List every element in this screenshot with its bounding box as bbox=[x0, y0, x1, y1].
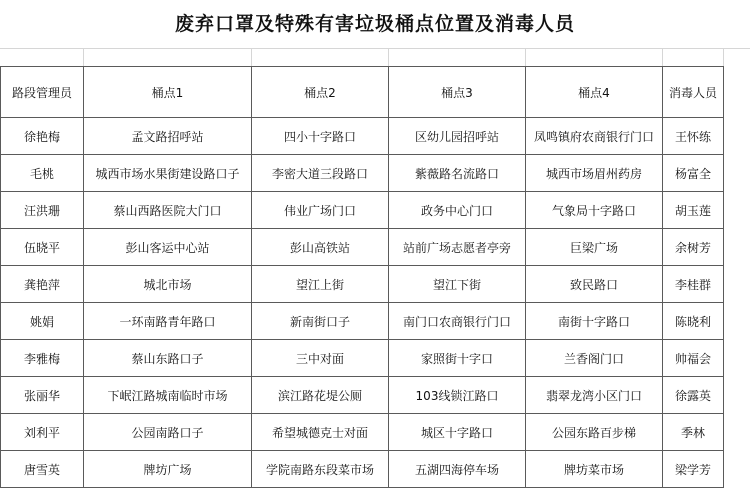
bin-point-2-header[interactable]: 桶点2 bbox=[252, 67, 389, 118]
empty-cell[interactable] bbox=[724, 67, 750, 118]
empty-cell[interactable] bbox=[724, 340, 750, 377]
bin-point-1-cell[interactable]: 孟文路招呼站 bbox=[84, 118, 252, 155]
bin-point-4-cell[interactable]: 南街十字路口 bbox=[526, 303, 663, 340]
header-row bbox=[1, 67, 750, 118]
blank-cell[interactable] bbox=[525, 48, 662, 66]
bin-point-1-cell[interactable]: 城西市场水果街建设路口子 bbox=[84, 155, 252, 192]
disinfection-staff-cell[interactable]: 陈晓利 bbox=[663, 303, 724, 340]
bin-point-2-cell[interactable]: 李密大道三段路口 bbox=[252, 155, 389, 192]
empty-cell[interactable] bbox=[724, 266, 750, 303]
bin-point-1-cell[interactable]: 蔡山东路口子 bbox=[84, 340, 252, 377]
blank-cell[interactable] bbox=[388, 48, 525, 66]
bin-point-1-cell[interactable]: 下岷江路城南临时市场 bbox=[84, 377, 252, 414]
bin-point-4-cell[interactable]: 翡翠龙湾小区门口 bbox=[526, 377, 663, 414]
bin-point-1-cell[interactable]: 城北市场 bbox=[84, 266, 252, 303]
disinfection-staff-cell[interactable]: 杨富全 bbox=[663, 155, 724, 192]
bin-point-4-cell[interactable]: 公园东路百步梯 bbox=[526, 414, 663, 451]
bin-point-2-cell[interactable]: 伟业广场门口 bbox=[252, 192, 389, 229]
bin-point-2-cell[interactable]: 滨江路花堤公厕 bbox=[252, 377, 389, 414]
road-manager-header[interactable]: 路段管理员 bbox=[1, 67, 84, 118]
bin-point-3-cell[interactable]: 政务中心门口 bbox=[389, 192, 526, 229]
bin-point-1-cell[interactable]: 公园南路口子 bbox=[84, 414, 252, 451]
empty-cell[interactable] bbox=[724, 155, 750, 192]
table-row bbox=[1, 229, 750, 266]
road-manager-cell[interactable]: 姚娟 bbox=[1, 303, 84, 340]
blank-cell[interactable] bbox=[0, 48, 83, 66]
table-row bbox=[1, 451, 750, 488]
bin-point-4-cell[interactable]: 凤鸣镇府农商银行门口 bbox=[526, 118, 663, 155]
bin-point-4-cell[interactable]: 兰香阁门口 bbox=[526, 340, 663, 377]
empty-cell[interactable] bbox=[724, 377, 750, 414]
bin-point-2-cell[interactable]: 学院南路东段菜市场 bbox=[252, 451, 389, 488]
bin-point-3-header[interactable]: 桶点3 bbox=[389, 67, 526, 118]
bin-point-2-cell[interactable]: 四小十字路口 bbox=[252, 118, 389, 155]
empty-cell[interactable] bbox=[724, 229, 750, 266]
disinfection-staff-cell[interactable]: 帅福会 bbox=[663, 340, 724, 377]
table-row bbox=[1, 414, 750, 451]
blank-cell[interactable] bbox=[723, 48, 750, 66]
table-row bbox=[1, 266, 750, 303]
sheet-title: 废弃口罩及特殊有害垃圾桶点位置及消毒人员 bbox=[0, 0, 750, 48]
bin-point-3-cell[interactable]: 望江下街 bbox=[389, 266, 526, 303]
disinfection-staff-cell[interactable]: 余树芳 bbox=[663, 229, 724, 266]
road-manager-cell[interactable]: 徐艳梅 bbox=[1, 118, 84, 155]
bin-point-1-cell[interactable]: 彭山客运中心站 bbox=[84, 229, 252, 266]
bin-point-3-cell[interactable]: 家照街十字口 bbox=[389, 340, 526, 377]
bin-point-4-cell[interactable]: 城西市场眉州药房 bbox=[526, 155, 663, 192]
bin-point-3-cell[interactable]: 站前广场志愿者亭旁 bbox=[389, 229, 526, 266]
table-row bbox=[1, 377, 750, 414]
bin-point-3-cell[interactable]: 紫薇路名流路口 bbox=[389, 155, 526, 192]
bin-point-3-cell[interactable]: 南门口农商银行门口 bbox=[389, 303, 526, 340]
blank-cell[interactable] bbox=[83, 48, 251, 66]
road-manager-cell[interactable]: 伍晓平 bbox=[1, 229, 84, 266]
disinfection-staff-cell[interactable]: 徐露英 bbox=[663, 377, 724, 414]
blank-cell[interactable] bbox=[662, 48, 723, 66]
table-row bbox=[1, 192, 750, 229]
bin-point-4-cell[interactable]: 牌坊菜市场 bbox=[526, 451, 663, 488]
bin-point-2-cell[interactable]: 彭山高铁站 bbox=[252, 229, 389, 266]
disinfection-staff-cell[interactable]: 王怀练 bbox=[663, 118, 724, 155]
disinfection-staff-cell[interactable]: 季林 bbox=[663, 414, 724, 451]
bin-point-4-cell[interactable]: 致民路口 bbox=[526, 266, 663, 303]
bin-point-2-cell[interactable]: 新南街口子 bbox=[252, 303, 389, 340]
bin-point-1-cell[interactable]: 牌坊广场 bbox=[84, 451, 252, 488]
bin-point-2-cell[interactable]: 望江上街 bbox=[252, 266, 389, 303]
table-row bbox=[1, 303, 750, 340]
bin-point-3-cell[interactable]: 区幼儿园招呼站 bbox=[389, 118, 526, 155]
table-row bbox=[1, 340, 750, 377]
bin-point-4-cell[interactable]: 巨梁广场 bbox=[526, 229, 663, 266]
bin-point-1-header[interactable]: 桶点1 bbox=[84, 67, 252, 118]
empty-cell[interactable] bbox=[724, 303, 750, 340]
bin-point-3-cell[interactable]: 103线锁江路口 bbox=[389, 377, 526, 414]
bin-point-4-header[interactable]: 桶点4 bbox=[526, 67, 663, 118]
road-manager-cell[interactable]: 李雅梅 bbox=[1, 340, 84, 377]
road-manager-cell[interactable]: 毛桃 bbox=[1, 155, 84, 192]
empty-cell[interactable] bbox=[724, 192, 750, 229]
data-table bbox=[0, 66, 750, 488]
road-manager-cell[interactable]: 唐雪英 bbox=[1, 451, 84, 488]
bin-point-1-cell[interactable]: 蔡山西路医院大门口 bbox=[84, 192, 252, 229]
table-row bbox=[1, 155, 750, 192]
road-manager-cell[interactable]: 龚艳萍 bbox=[1, 266, 84, 303]
empty-cell[interactable] bbox=[724, 451, 750, 488]
blank-cell[interactable] bbox=[251, 48, 388, 66]
empty-cell[interactable] bbox=[724, 414, 750, 451]
bin-point-4-cell[interactable]: 气象局十字路口 bbox=[526, 192, 663, 229]
disinfection-staff-header[interactable]: 消毒人员 bbox=[663, 67, 724, 118]
bin-point-2-cell[interactable]: 希望城德克士对面 bbox=[252, 414, 389, 451]
table-body bbox=[1, 67, 750, 488]
table-row bbox=[1, 118, 750, 155]
bin-point-2-cell[interactable]: 三中对面 bbox=[252, 340, 389, 377]
bin-point-1-cell[interactable]: 一环南路青年路口 bbox=[84, 303, 252, 340]
disinfection-staff-cell[interactable]: 李桂群 bbox=[663, 266, 724, 303]
bin-point-3-cell[interactable]: 五湖四海停车场 bbox=[389, 451, 526, 488]
empty-cell[interactable] bbox=[724, 118, 750, 155]
road-manager-cell[interactable]: 刘利平 bbox=[1, 414, 84, 451]
road-manager-cell[interactable]: 张丽华 bbox=[1, 377, 84, 414]
blank-row bbox=[0, 48, 750, 66]
disinfection-staff-cell[interactable]: 梁学芳 bbox=[663, 451, 724, 488]
bin-point-3-cell[interactable]: 城区十字路口 bbox=[389, 414, 526, 451]
road-manager-cell[interactable]: 汪洪珊 bbox=[1, 192, 84, 229]
disinfection-staff-cell[interactable]: 胡玉莲 bbox=[663, 192, 724, 229]
